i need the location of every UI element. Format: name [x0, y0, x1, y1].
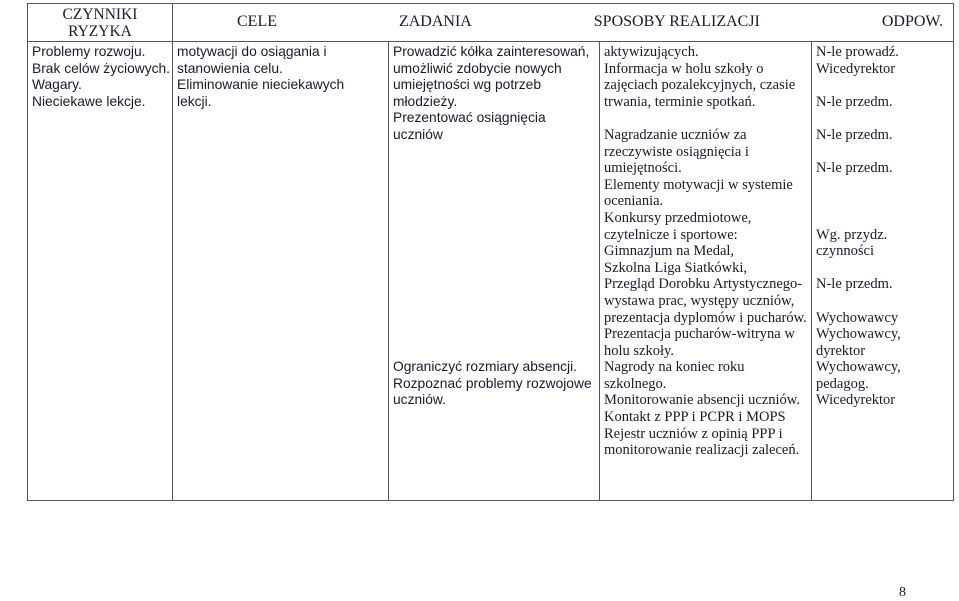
responsible-cell: N-le prowadź. Wicedyrektor N-le przedm. N-le przedm. N-le przedm. Wg. przydz. czynności N-le przedm. Wychowawcy Wychowawcy, dyrektor Wychowawcy, pedagog. Wicedyrektor: [812, 42, 954, 501]
header-responsible: ODPOW.: [881, 12, 944, 30]
table-header-row: [28, 4, 954, 42]
table-row: [28, 42, 954, 501]
page-number: 8: [899, 585, 906, 600]
goals-cell: motywacji do osiągania i stanowienia celu. Eliminowanie nieciekawych lekcji.: [173, 42, 389, 501]
header-tasks: ZADANIA: [398, 12, 472, 30]
header-goals: CELE: [237, 12, 277, 30]
methods-cell: aktywizujących. Informacja w holu szkoły o zajęciach pozalekcyjnych, czasie trwania, terminie spotkań. Nagradzanie uczniów za rzeczywiste osiągnięcia i umiejętności. Elementy motywacji w systemie oceniania. Konkursy przedmiotowe, czytelnicze i sportowe: Gimnazjum na Medal, Szkolna Liga Siatkówki, Przegląd Dorobku Artystycznego- wystawa prac, występy uczniów, prezentacja dyplomów i pucharów. Prezentacja pucharów-witryna w holu szkoły. Nagrody na koniec roku szkolnego. Monitorowanie absencji uczniów. Kontakt z PPP i PCPR i MOPS Rejestr uczniów z opinią PPP i monitorowanie realizacji zaleceń.: [600, 42, 812, 501]
tasks-cell: Prowadzić kółka zainteresowań, umożliwić zdobycie nowych umiejętności wg potrzeb młodzieży. Prezentować osiągnięcia uczniów Ograniczyć rozmiary absencji. Rozpoznać problemy rozwojowe uczniów.: [389, 42, 600, 501]
header-methods: SPOSOBY REALIZACJI: [593, 12, 760, 30]
risk-factors-cell: Problemy rozwoju. Brak celów życiowych. Wagary. Nieciekawe lekcje.: [28, 42, 173, 501]
plan-table: [27, 3, 954, 501]
header-risk-factors: CZYNNIKI RYZYKA: [28, 4, 173, 42]
header-columns: [173, 4, 954, 42]
